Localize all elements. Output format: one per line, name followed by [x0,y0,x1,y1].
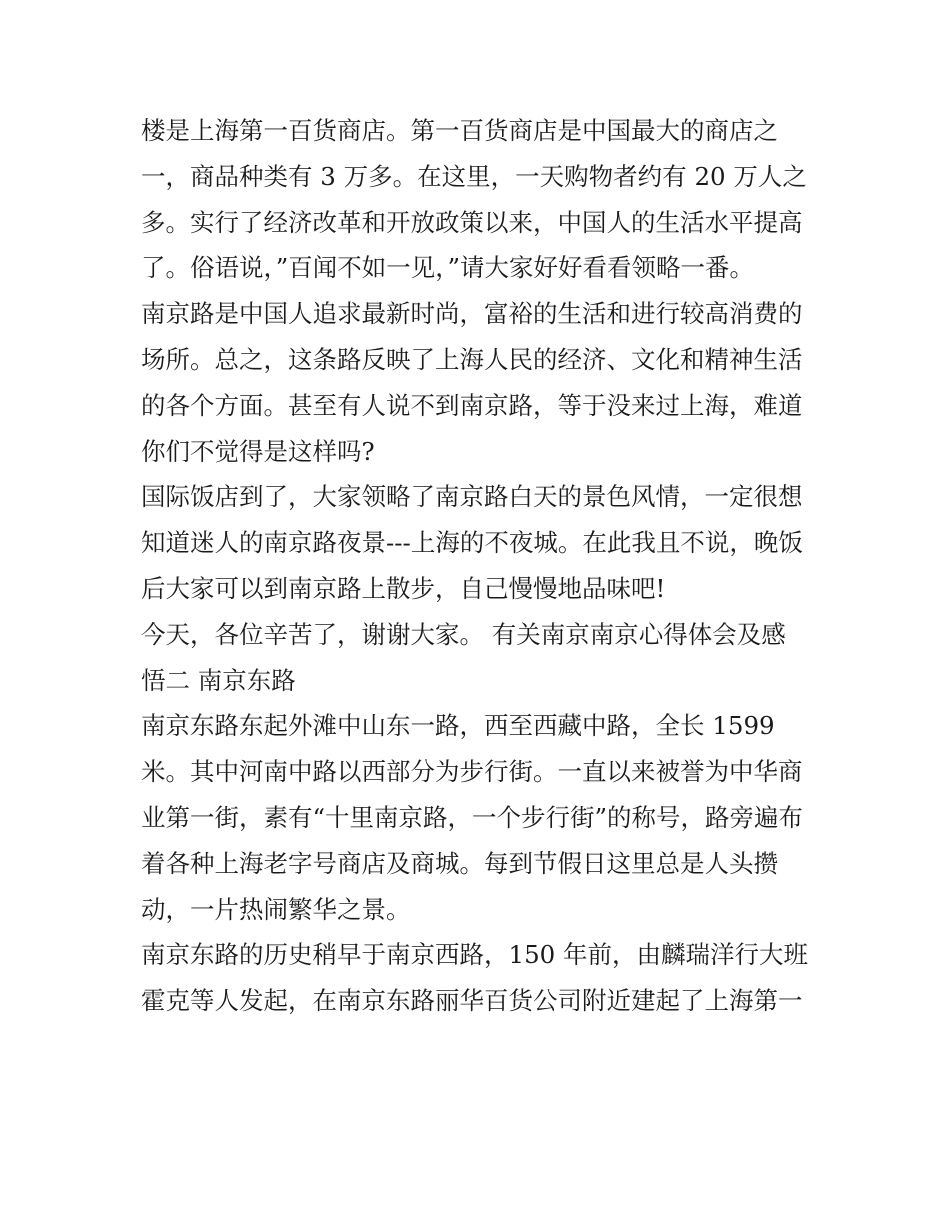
text-line: 的各个方面。甚至有人说不到南京路，等于没来过上海，难道 [141,390,803,420]
text-line: 霍克等人发起，在南京东路丽华百货公司附近建起了上海第一 [141,986,803,1016]
text-line: 知道迷人的南京路夜景---上海的不夜城。在此我且不说，晚饭 [141,528,803,558]
text-line: 楼是上海第一百货商店。第一百货商店是中国最大的商店之 [141,116,778,145]
text-line: 一，商品种类有 3 万多。在这里，一天购物者约有 20 万人之 [141,161,807,191]
text-line: 动，一片热闹繁华之景。 [141,894,411,924]
document-body [141,108,813,1024]
text-line: 南京东路的历史稍早于南京西路，150 年前，由麟瑞洋行大班 [141,940,809,970]
text-line: 你们不觉得是这样吗? [141,436,375,466]
text-line: 多。实行了经济改革和开放政策以来，中国人的生活水平提高 [141,207,803,237]
text-line: 南京路是中国人追求最新时尚，富裕的生活和进行较高消费的 [141,299,803,329]
text-line: 悟二 南京东路 [141,665,296,695]
text-line: 业第一街，素有“十里南京路，一个步行街”的称号，路旁遍布 [141,802,804,832]
text-line: 场所。总之，这条路反映了上海人民的经济、文化和精神生活 [141,344,803,374]
text-line: 后大家可以到南京路上散步，自己慢慢地品味吧! [141,573,666,603]
text-line: 米。其中河南中路以西部分为步行街。一直以来被誉为中华商 [141,757,803,787]
text-line: 着各种上海老字号商店及商城。每到节假日这里总是人头攒 [141,848,778,878]
text-line: 今天，各位辛苦了，谢谢大家。 有关南京南京心得体会及感 [141,619,786,649]
text-line: 南京东路东起外滩中山东一路，西至西藏中路，全长 1599 [141,711,775,741]
text-line: 国际饭店到了，大家领略了南京路白天的景色风情，一定很想 [141,482,803,512]
text-line: 了。俗语说，”百闻不如一见，”请大家好好看看领略一番。 [141,253,755,283]
